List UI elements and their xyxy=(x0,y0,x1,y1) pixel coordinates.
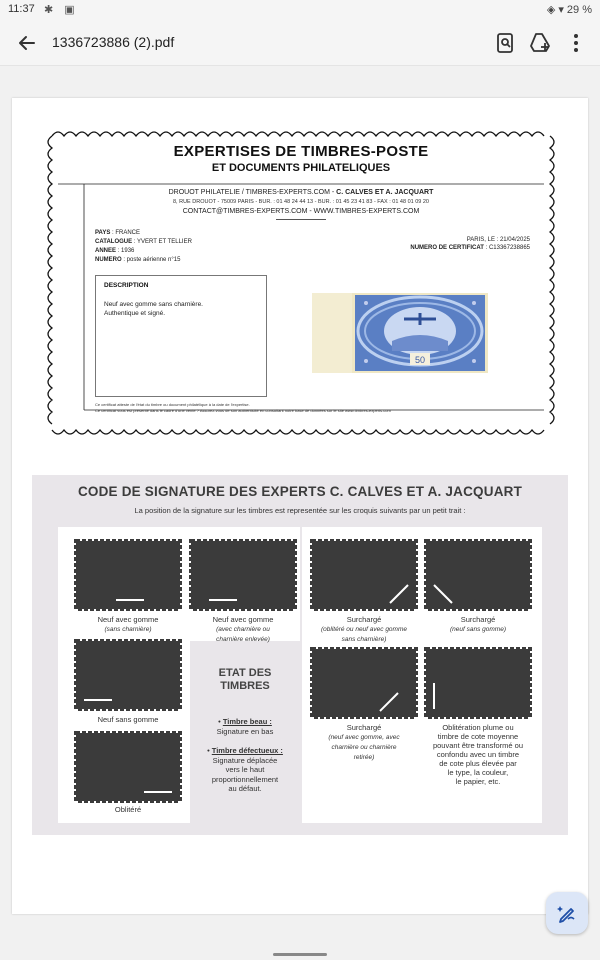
wifi-icon: ◈ ▾ xyxy=(546,4,564,16)
etat-defectueux-text: proportionnellement xyxy=(211,774,279,784)
notification-icons: ✱ ▣ xyxy=(44,4,79,16)
field-label: NUMERO xyxy=(95,257,122,263)
description-line: Neuf avec gomme sans charnière. xyxy=(104,301,203,308)
field-pays xyxy=(95,229,192,238)
etat-defectueux-text: vers le haut xyxy=(225,765,265,774)
tile-surcharge-oblitere xyxy=(308,537,420,613)
caption-note: charnière enlevée) xyxy=(216,636,270,643)
etat-defectueux-label: Timbre défectueux : xyxy=(211,746,283,755)
stamp-value: 50 xyxy=(414,355,426,365)
divider xyxy=(276,219,326,220)
tile-caption xyxy=(308,615,420,644)
caption-note: (oblitéré ou neuf avec gomme xyxy=(321,626,407,633)
tile-caption xyxy=(422,615,534,634)
field-label: CATALOGUE xyxy=(95,239,133,245)
date-line: PARIS, LE : 21/04/2025 xyxy=(466,237,530,243)
fine-print-line: Ce certificat atteste de l'état du timbre ou document philatélique à la date de l'expertise. xyxy=(95,402,250,407)
tile-caption xyxy=(72,615,184,634)
back-arrow-icon[interactable] xyxy=(14,30,40,56)
cert-number-value: : C13367238865 xyxy=(483,245,530,251)
description-text xyxy=(104,300,203,318)
address-line-3: CONTACT@TIMBRES-EXPERTS.COM - WWW.TIMBRES-EXPERTS.COM xyxy=(182,208,420,215)
caption-text: Surchargé xyxy=(346,723,382,732)
field-value: : FRANCE xyxy=(110,230,141,236)
tile-caption xyxy=(187,615,299,644)
caption-text: Oblitération plume ou xyxy=(442,723,514,732)
caption-text: Surchargé xyxy=(346,615,382,624)
address-line-1a: DROUOT PHILATELIE / TIMBRES-EXPERTS.COM - xyxy=(168,189,337,196)
navigation-handle[interactable] xyxy=(273,953,327,956)
signature-guide xyxy=(32,475,568,835)
app-bar xyxy=(0,20,600,66)
etat-defectueux-text: au défaut. xyxy=(228,784,262,793)
etat-defectueux-text: Signature déplacée xyxy=(212,755,278,765)
etat-beau-label: Timbre beau : xyxy=(222,717,272,726)
etat-beau: • Timbre beau : Signature en bas xyxy=(190,717,300,736)
caption-text: Oblitéré xyxy=(114,805,142,814)
annotate-button[interactable] xyxy=(546,892,588,934)
tile-caption xyxy=(418,723,538,786)
description-box xyxy=(95,275,267,397)
caption-note: (avec charnière ou xyxy=(216,626,270,633)
etat-heading: ETAT DES xyxy=(218,667,272,679)
caption-text: Surchargé xyxy=(460,615,496,624)
document-title: 1336723886 (2).pdf xyxy=(52,34,175,50)
field-value: : 1936 xyxy=(116,248,135,254)
battery-label: 29 % xyxy=(566,4,592,16)
address-line-1 xyxy=(84,189,518,196)
field-value: : poste aérienne n°15 xyxy=(121,257,181,263)
tile-surcharge-neuf-avec-gomme xyxy=(308,645,420,721)
certificate-fields xyxy=(95,229,192,265)
fine-print-line: Ce certificat vous est présenté dans le cadre d'une vente ? Assurez-vous de son authenticité en consultant notre base de données sur le site www.timbres-experts.com xyxy=(95,408,391,413)
field-annee xyxy=(95,247,192,256)
guide-subtitle: La position de la signature sur les timbres est representée sur les croquis suivants par un petit trait : xyxy=(134,506,466,515)
pen-sparkle-icon xyxy=(546,892,588,934)
caption-text: le papier, etc. xyxy=(455,777,501,786)
caption-text: Neuf sans gomme xyxy=(97,715,159,724)
caption-note: (neuf sans gomme) xyxy=(450,626,506,633)
address-line-2: 8, RUE DROUOT - 75009 PARIS - BUR. : 01 48 24 44 13 - BUR. : 01 45 23 41 83 - FAX : 01 48 01 09 20 xyxy=(173,199,429,205)
tile-caption xyxy=(72,715,184,724)
caption-text: Neuf avec gomme xyxy=(212,615,274,624)
description-heading: DESCRIPTION xyxy=(104,282,149,289)
certificate-title: EXPERTISES DE TIMBRES-POSTE xyxy=(173,143,429,160)
tile-oblitere xyxy=(72,729,184,805)
field-value: : YVERT ET TELLIER xyxy=(132,239,192,245)
tile-obliteration-plume xyxy=(422,645,534,721)
search-document-icon[interactable] xyxy=(493,31,517,55)
cert-number-label: NUMERO DE CERTIFICAT xyxy=(410,245,484,251)
caption-text: Neuf avec gomme xyxy=(97,615,159,624)
caption-text: timbre de cote moyenne xyxy=(437,732,519,741)
drive-add-icon[interactable] xyxy=(528,31,552,55)
address-line-1b: C. CALVES ET A. JACQUART xyxy=(336,189,434,196)
tile-caption xyxy=(72,805,184,814)
tile-caption xyxy=(308,723,420,762)
tile-neuf-avec-gomme-avec-charniere xyxy=(187,537,299,613)
field-label: PAYS xyxy=(95,230,111,236)
caption-text: de cote plus élevée par xyxy=(439,759,517,768)
fine-print xyxy=(95,402,391,414)
caption-note: (sans charnière) xyxy=(104,626,152,633)
caption-text: pouvant être transformé ou xyxy=(432,741,524,750)
guide-title: CODE DE SIGNATURE DES EXPERTS C. CALVES ET A. JACQUART xyxy=(77,484,523,499)
certificate-date-block xyxy=(410,236,530,252)
certificate-subtitle: ET DOCUMENTS PHILATELIQUES xyxy=(211,162,391,174)
status-right xyxy=(547,3,592,16)
certificate xyxy=(44,128,558,438)
field-numero xyxy=(95,256,192,265)
caption-text: le type, la couleur, xyxy=(447,768,509,777)
field-catalogue xyxy=(95,238,192,247)
certificate-number xyxy=(410,244,530,252)
etat-des-timbres xyxy=(190,667,300,794)
caption-note: (neuf avec gomme, avec xyxy=(328,734,400,741)
caption-note: sans charnière) xyxy=(341,636,387,643)
stamp-image xyxy=(312,293,488,373)
caption-note: charnière ou charnière xyxy=(331,744,397,751)
etat-beau-text: Signature en bas xyxy=(216,726,274,736)
more-vert-icon[interactable] xyxy=(564,31,588,55)
etat-defectueux: • Timbre défectueux : Signature déplacée vers le haut proportionnellement au défaut. xyxy=(190,746,300,794)
tile-neuf-avec-gomme-sans-charniere xyxy=(72,537,184,613)
status-time: 11:37 xyxy=(8,3,35,15)
caption-text: confondu avec un timbre xyxy=(436,750,520,759)
etat-heading: TIMBRES xyxy=(220,680,270,692)
tile-surcharge-neuf-sans-gomme xyxy=(422,537,534,613)
field-label: ANNEE xyxy=(95,248,117,254)
tile-neuf-sans-gomme xyxy=(72,637,184,713)
description-line: Authentique et signé. xyxy=(104,310,166,317)
status-bar xyxy=(0,0,600,20)
pdf-page xyxy=(12,98,588,914)
caption-note: retirée) xyxy=(353,754,375,761)
